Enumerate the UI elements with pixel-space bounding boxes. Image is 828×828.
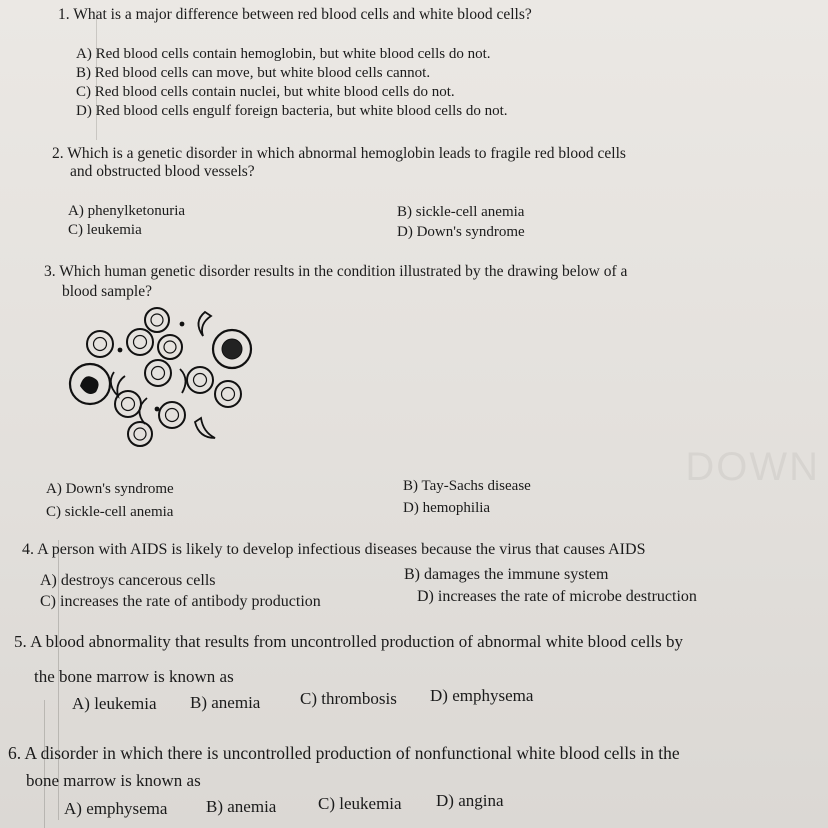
sickle-cell (198, 312, 211, 336)
question-6 (8, 743, 680, 764)
option-4b: B) damages the immune system (404, 566, 609, 583)
red-blood-cell (158, 335, 182, 359)
option-4d: D) increases the rate of microbe destruction (417, 588, 697, 605)
margin-line (44, 700, 45, 828)
question-text: A blood abnormality that results from uncontrolled production of abnormal white blood cells by (30, 632, 684, 651)
red-blood-cell (128, 422, 152, 446)
question-3 (44, 263, 627, 281)
question-5 (14, 632, 683, 652)
question-4 (22, 541, 645, 559)
question-number: 2. (52, 145, 64, 162)
question-text: What is a major difference between red blood cells and white blood cells? (73, 6, 532, 23)
sickle-cell (180, 369, 186, 393)
question-2 (52, 145, 626, 163)
red-blood-cell (127, 329, 153, 355)
sickle-cell (195, 418, 215, 438)
option-5b: B) anemia (190, 693, 261, 712)
option-6c: C) leukemia (318, 794, 402, 813)
red-blood-cell (145, 308, 169, 332)
option-1c: C) Red blood cells contain nuclei, but white blood cells do not. (76, 84, 455, 100)
option-4c: C) increases the rate of antibody production (40, 593, 321, 610)
bleed-through-text: DOWN (685, 445, 820, 489)
red-blood-cell (115, 391, 141, 417)
platelet (118, 348, 123, 353)
question-number: 1. (58, 6, 70, 23)
question-number: 3. (44, 263, 56, 280)
option-3c: C) sickle-cell anemia (46, 504, 174, 520)
question-6-line2: bone marrow is known as (26, 771, 201, 790)
question-1 (58, 6, 532, 24)
question-number: 6. (8, 743, 22, 763)
option-1d: D) Red blood cells engulf foreign bacteria, but white blood cells do not. (76, 103, 508, 119)
neutrophil (70, 364, 110, 404)
question-number: 4. (22, 541, 34, 558)
option-6b: B) anemia (206, 797, 277, 816)
platelet (180, 322, 185, 327)
white-blood-cell (213, 330, 251, 368)
question-5-line2: the bone marrow is known as (34, 667, 234, 686)
option-2b: B) sickle-cell anemia (397, 204, 525, 220)
option-6a: A) emphysema (64, 799, 168, 818)
platelet (155, 407, 160, 412)
question-number: 5. (14, 632, 27, 651)
option-5d: D) emphysema (430, 686, 534, 705)
blood-sample-drawing (62, 302, 262, 452)
red-blood-cell (215, 381, 241, 407)
option-5a: A) leukemia (72, 694, 157, 713)
question-text: A disorder in which there is uncontrolled production of nonfunctional white blood cells in the (24, 743, 680, 763)
option-3a: A) Down's syndrome (46, 481, 174, 497)
option-2c: C) leukemia (68, 222, 142, 238)
red-blood-cell (145, 360, 171, 386)
question-text: Which is a genetic disorder in which abnormal hemoglobin leads to fragile red blood cells (67, 145, 626, 162)
option-1b: B) Red blood cells can move, but white blood cells cannot. (76, 65, 431, 81)
option-5c: C) thrombosis (300, 689, 397, 708)
option-3b: B) Tay-Sachs disease (403, 478, 531, 494)
option-3d: D) hemophilia (403, 500, 491, 516)
question-3-line2: blood sample? (62, 283, 152, 300)
option-2d: D) Down's syndrome (397, 224, 525, 240)
red-blood-cell (159, 402, 185, 428)
option-6d: D) angina (436, 791, 504, 810)
question-text: A person with AIDS is likely to develop infectious diseases because the virus that causes AIDS (37, 541, 646, 558)
option-4a: A) destroys cancerous cells (40, 572, 216, 589)
red-blood-cell (87, 331, 113, 357)
red-blood-cell (187, 367, 213, 393)
question-2-line2: and obstructed blood vessels? (70, 163, 255, 180)
option-2a: A) phenylketonuria (68, 203, 186, 219)
option-1a: A) Red blood cells contain hemoglobin, but white blood cells do not. (76, 46, 491, 62)
question-text: Which human genetic disorder results in the condition illustrated by the drawing below of a (59, 263, 628, 280)
